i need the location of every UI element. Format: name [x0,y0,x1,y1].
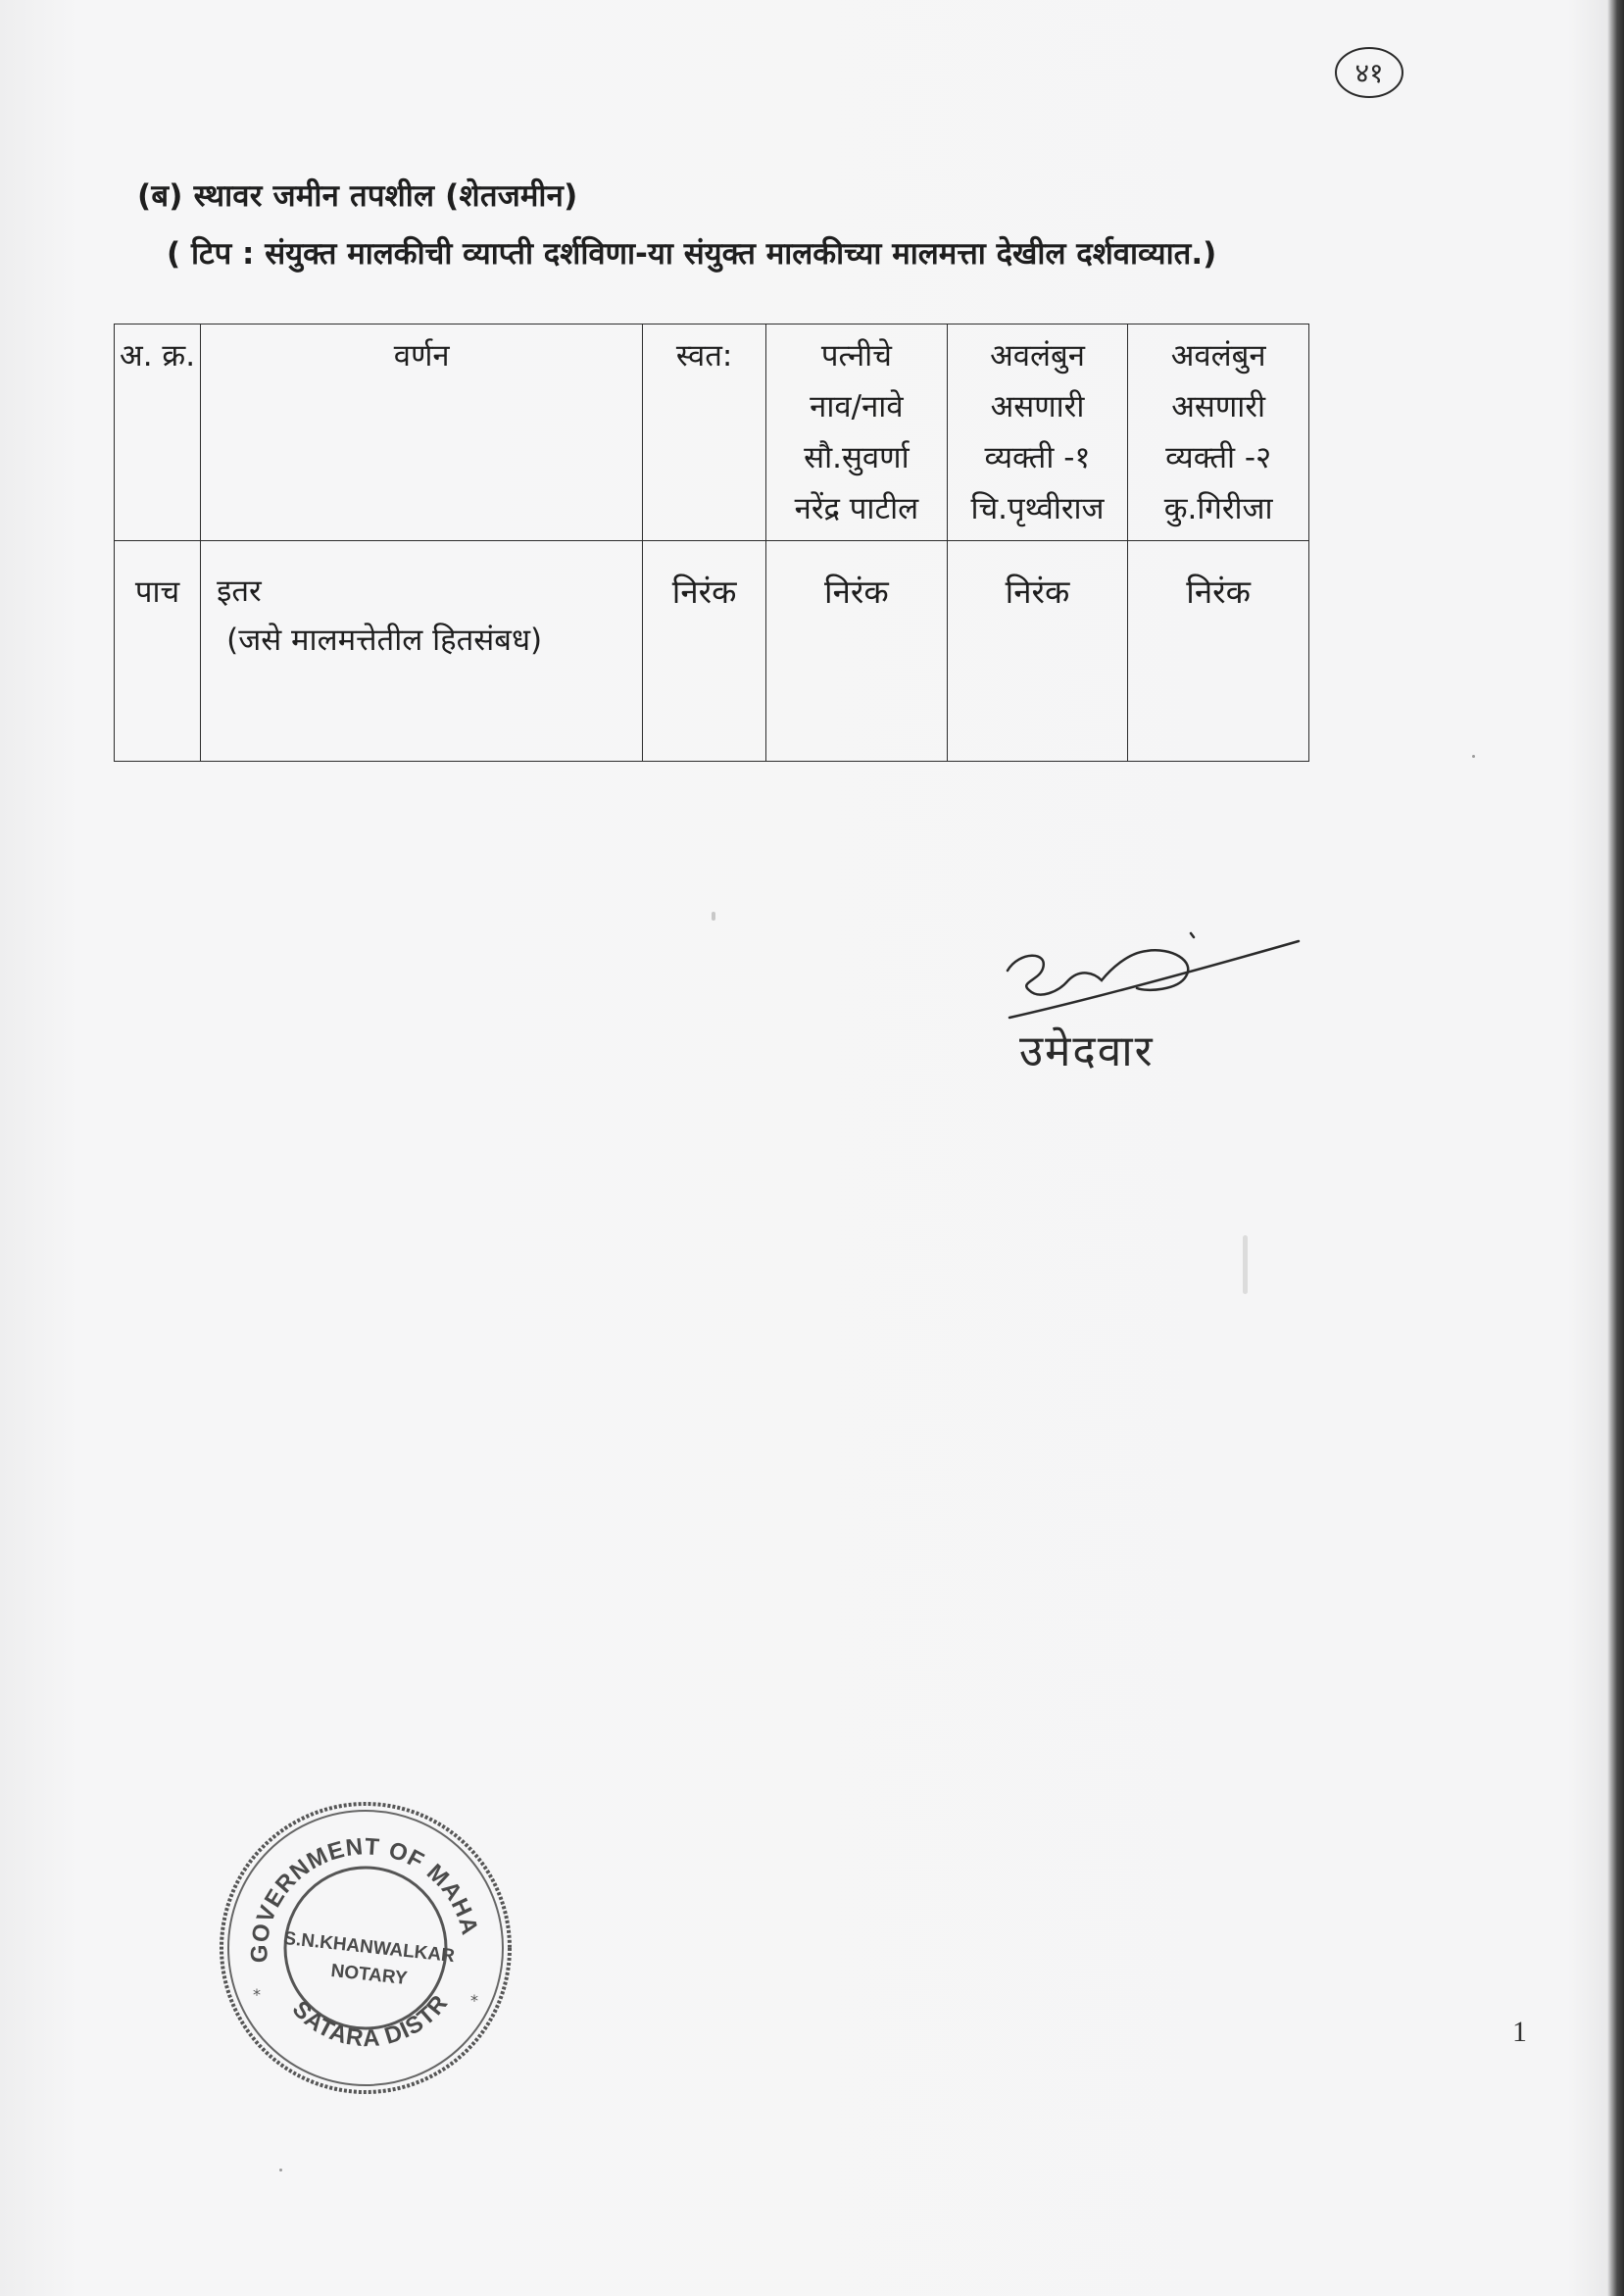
notary-stamp [214,1796,517,2100]
stamp-name: S.N.KHANWALKAR [282,1927,456,1968]
page-mark-text: ४१ [1354,57,1384,89]
paper-speck [1472,755,1475,758]
svg-text:*: * [253,1985,261,2004]
header-serial [115,324,201,541]
header-dep2-line: कु.गिरीजा [1163,491,1273,526]
cell-serial: पाच [115,541,201,762]
header-description-label: वर्णन [393,338,450,374]
svg-text:SATARA DISTRICT [214,1796,454,2052]
description-sub: (जसे मालमत्तेतील हितसंबध) [226,623,543,658]
header-dep1-line: चि.पृथ्वीराज [970,491,1105,526]
header-dep2-line: अवलंबुन [1170,338,1266,374]
stamp-top-text: GOVERNMENT OF MAHA [246,1833,483,1964]
header-dep2-line: व्यक्ती -२ [1165,440,1272,475]
paper-speck [712,912,715,921]
circled-number-icon [1331,43,1407,102]
header-serial-label: अ. क्र. [120,338,196,374]
header-dep1-line: असणारी [990,389,1085,424]
cell-spouse: निरंक [766,541,948,762]
header-dependent-1 [947,324,1128,541]
table-row [115,541,1309,762]
section-heading: (ब) स्थावर जमीन तपशील (शेतजमीन) [137,178,578,214]
signature-label: उमेदवार [1019,1026,1155,1076]
header-dep1-line: अवलंबुन [990,338,1085,374]
asset-table [114,324,1309,762]
cell-self: निरंक [643,541,766,762]
header-spouse-line: नरेंद्र पाटील [794,491,919,526]
header-dep1-line: व्यक्ती -१ [984,440,1091,475]
handwritten-page-mark [1331,43,1407,102]
header-self-label: स्वत: [675,338,733,374]
header-dep2-line: असणारी [1171,389,1266,424]
header-spouse-line: सौ.सुवर्णा [804,440,910,475]
stamp-title: NOTARY [329,1961,409,1990]
cell-dependent-1: निरंक [947,541,1128,762]
header-spouse-line: नाव/नावे [810,389,904,424]
table-header-row [115,324,1309,541]
stamp-bottom-text: SATARA DISTR [286,1989,454,2053]
header-dependent-2 [1128,324,1309,541]
cell-description [201,541,643,762]
header-spouse [766,324,948,541]
header-description [201,324,643,541]
page-number: 1 [1512,2016,1527,2048]
section-note: ( टिप : संयुक्त मालकीची व्याप्ती दर्शविणा-या संयुक्त मालकीच्या मालमत्ता देखील दर्शवाव्यात.) [167,236,1217,272]
header-self [643,324,766,541]
header-spouse-line: पत्नीचे [820,338,892,374]
svg-text:*: * [470,1991,478,2010]
cell-dependent-2: निरंक [1128,541,1309,762]
paper-speck [1243,1235,1248,1294]
description-main: इतर [217,574,262,609]
notary-seal-icon [214,1796,517,2100]
paper-speck [279,2169,282,2171]
